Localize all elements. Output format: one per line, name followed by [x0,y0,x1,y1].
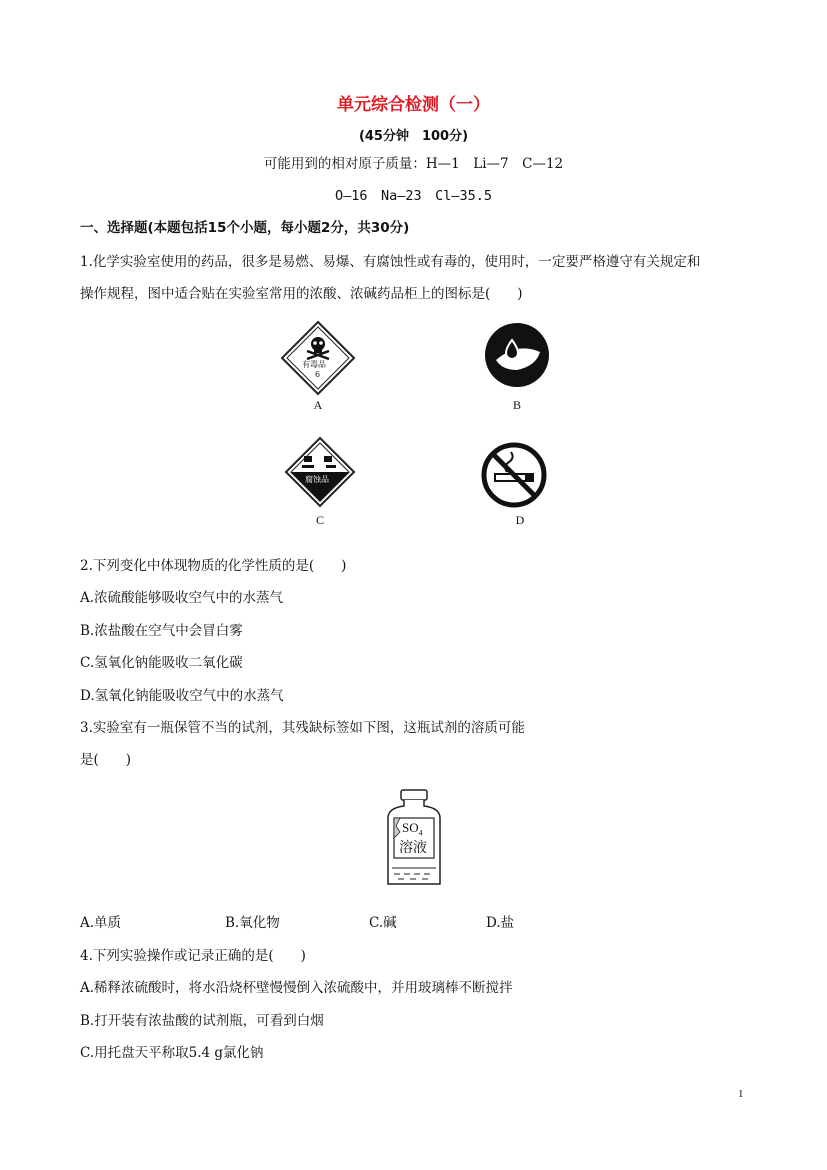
q2-option-d: D.氢氧化钠能吸收空气中的水蒸气 [80,688,284,704]
q4-option-a: A.稀释浓硫酸时，将水沿烧杯壁慢慢倒入浓硫酸中，并用玻璃棒不断搅拌 [80,980,513,996]
q2-option-b: B.浓盐酸在空气中会冒白雾 [80,623,243,639]
corrosive-sign-text: 腐蚀品 [305,475,329,484]
q3-option-d: D.盐 [486,915,515,931]
q3-option-c: C.碱 [369,915,397,931]
atomic-mass-line-1: 可能用到的相对原子质量：H—1 Li—7 C—12 [263,156,564,172]
bottle-label-subscript: 4 [418,828,423,838]
q2-stem: 2.下列变化中体现物质的化学性质的是( ) [80,558,347,574]
bottle-label-solution: 溶液 [399,840,427,856]
q1-stem-line-1: 1.化学实验室使用的药品，很多是易燃、易爆、有腐蚀性或有毒的，使用时，一定要严格遵守有关规定和 [80,254,701,270]
q1-option-c-label: C [315,513,324,527]
q3-option-b: B.氧化物 [225,915,280,931]
page-number: 1 [738,1088,744,1100]
q1-option-b-label: B [512,398,521,412]
water-drop-sign-icon [484,322,550,388]
bottle-label-formula [402,820,423,838]
toxic-sign-text: 有毒品 [302,360,326,369]
corrosive-sign-icon [284,436,356,508]
q4-stem: 4.下列实验操作或记录正确的是( ) [80,948,306,964]
toxic-sign-number: 6 [315,370,321,379]
q1-option-d-label: D [515,513,525,527]
section-heading: 一、选择题(本题包括15个小题，每小题2分，共30分) [80,220,410,236]
exam-duration-score: (45分钟 100分) [358,129,469,144]
q3-stem-line-2: 是( ) [80,752,132,768]
q2-option-a: A.浓硫酸能够吸收空气中的水蒸气 [80,590,284,606]
q3-stem-line-1: 3.实验室有一瓶保管不当的试剂，其残缺标签如下图，这瓶试剂的溶质可能 [80,720,525,736]
toxic-sign-icon [280,320,356,396]
q1-stem-line-2: 操作规程，图中适合贴在实验室常用的浓酸、浓碱药品柜上的图标是( ) [80,286,523,302]
q4-option-b: B.打开装有浓盐酸的试剂瓶，可看到白烟 [80,1013,324,1029]
no-smoking-sign-icon [481,442,547,508]
page-title: 单元综合检测（一） [337,95,490,115]
q2-option-c: C.氢氧化钠能吸收二氧化碳 [80,655,243,671]
bottle-label-so: SO [402,820,419,835]
q4-option-c: C.用托盘天平称取5.4 g氯化钠 [80,1045,264,1061]
atomic-mass-line-2: O—16 Na—23 Cl—35.5 [334,188,493,204]
q3-option-a: A.单质 [80,915,122,931]
q1-option-a-label: A [313,398,323,412]
